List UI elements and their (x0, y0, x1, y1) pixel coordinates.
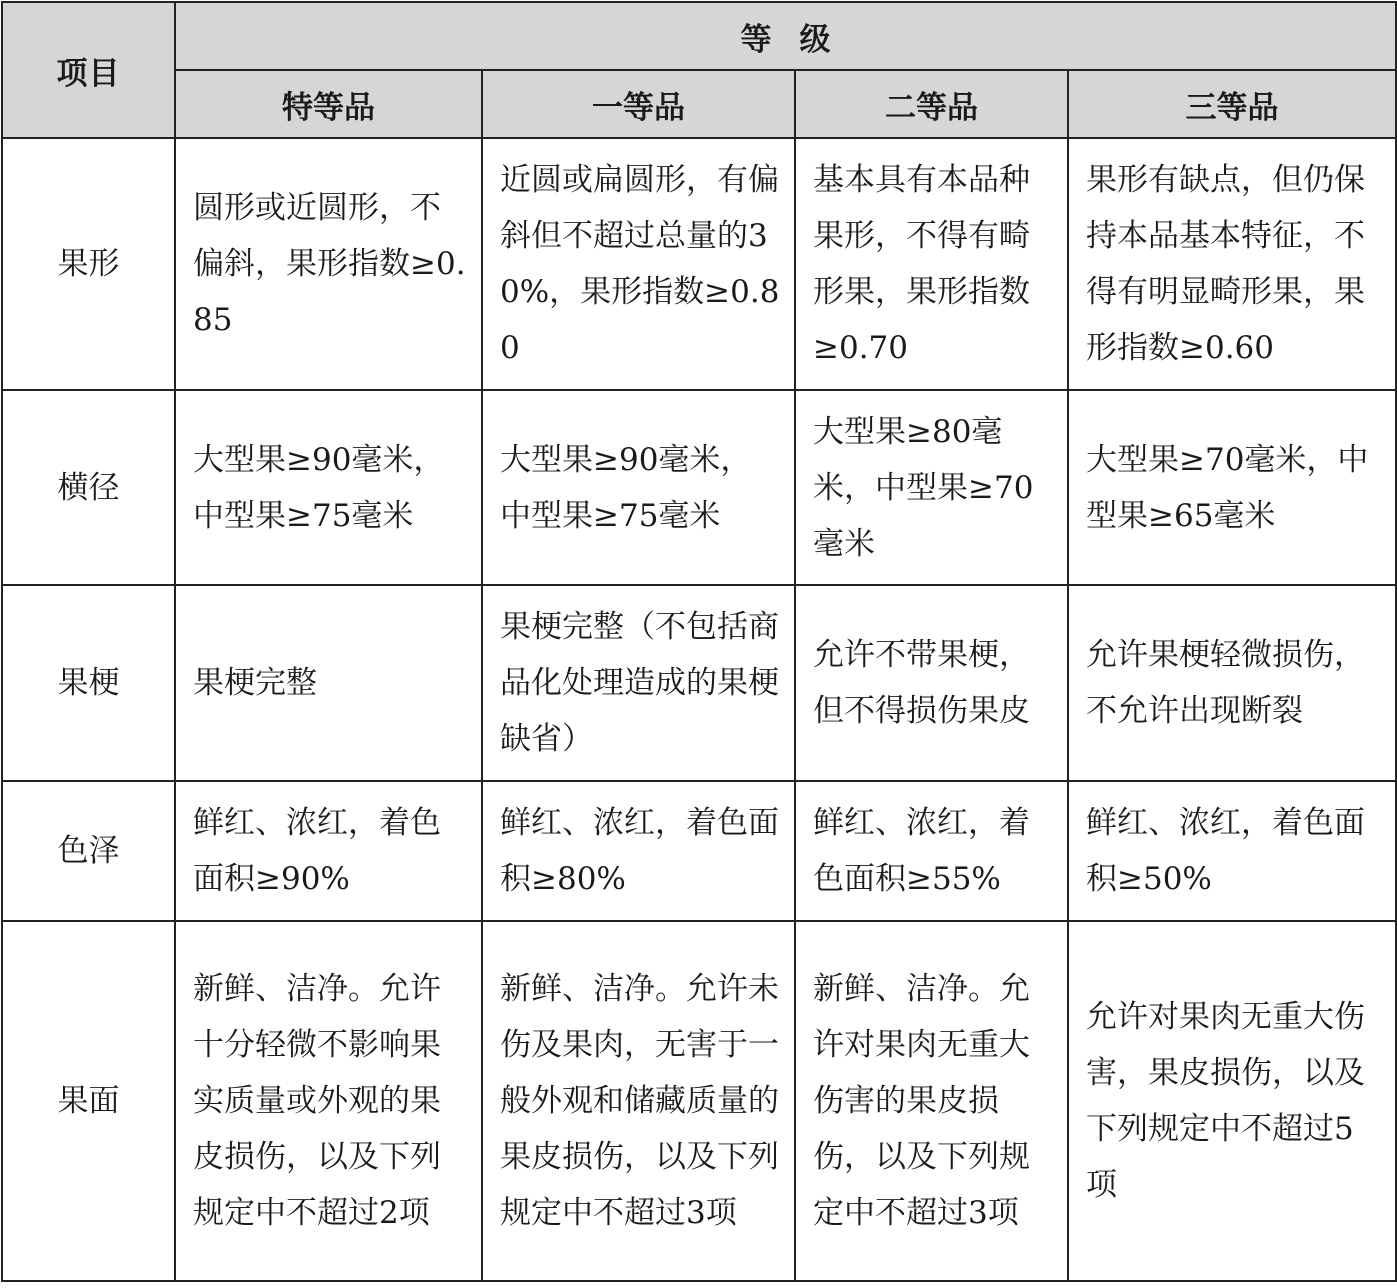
table-cell: 大型果≥90毫米，中型果≥75毫米 (175, 390, 482, 585)
table-row-fruit-shape (2, 138, 1396, 390)
table-cell: 圆形或近圆形，不偏斜，果形指数≥0.85 (175, 138, 482, 390)
table-cell: 鲜红、浓红，着色面积≥90% (175, 781, 482, 921)
table-cell: 基本具有本品种果形，不得有畸形果，果形指数≥0.70 (795, 138, 1068, 390)
table-row-stem (2, 585, 1396, 781)
table-row-color (2, 781, 1396, 921)
grade-header-premium: 特等品 (175, 70, 482, 138)
table-cell: 新鲜、洁净。允许对果肉无重大伤害的果皮损伤，以及下列规定中不超过3项 (795, 921, 1068, 1281)
table-cell: 鲜红、浓红，着色面积≥55% (795, 781, 1068, 921)
grade-header-first: 一等品 (482, 70, 795, 138)
grade-standard-table (1, 1, 1397, 1282)
row-label: 色泽 (2, 781, 175, 921)
table-cell: 允许果梗轻微损伤，不允许出现断裂 (1068, 585, 1396, 781)
grade-group-header: 等级 (175, 2, 1396, 70)
grade-header-third: 三等品 (1068, 70, 1396, 138)
table-cell: 新鲜、洁净。允许十分轻微不影响果实质量或外观的果皮损伤，以及下列规定中不超过2项 (175, 921, 482, 1281)
table-cell: 允许对果肉无重大伤害，果皮损伤，以及下列规定中不超过5项 (1068, 921, 1396, 1281)
table-cell: 允许不带果梗，但不得损伤果皮 (795, 585, 1068, 781)
row-label: 果形 (2, 138, 175, 390)
table-cell: 大型果≥90毫米，中型果≥75毫米 (482, 390, 795, 585)
table-row-diameter (2, 390, 1396, 585)
row-label: 果面 (2, 921, 175, 1281)
table-cell: 果形有缺点，但仍保持本品基本特征，不得有明显畸形果，果形指数≥0.60 (1068, 138, 1396, 390)
table-row-surface (2, 921, 1396, 1281)
table-cell: 大型果≥70毫米，中型果≥65毫米 (1068, 390, 1396, 585)
table-cell: 鲜红、浓红，着色面积≥50% (1068, 781, 1396, 921)
table-cell: 大型果≥80毫米，中型果≥70毫米 (795, 390, 1068, 585)
grade-header-second: 二等品 (795, 70, 1068, 138)
item-column-header: 项目 (2, 2, 175, 138)
table-cell: 果梗完整（不包括商品化处理造成的果梗缺省） (482, 585, 795, 781)
table-cell: 果梗完整 (175, 585, 482, 781)
table-cell: 近圆或扁圆形，有偏斜但不超过总量的30%，果形指数≥0.80 (482, 138, 795, 390)
row-label: 果梗 (2, 585, 175, 781)
row-label: 横径 (2, 390, 175, 585)
table-cell: 新鲜、洁净。允许未伤及果肉，无害于一般外观和储藏质量的果皮损伤，以及下列规定中不超过3项 (482, 921, 795, 1281)
table-cell: 鲜红、浓红，着色面积≥80% (482, 781, 795, 921)
